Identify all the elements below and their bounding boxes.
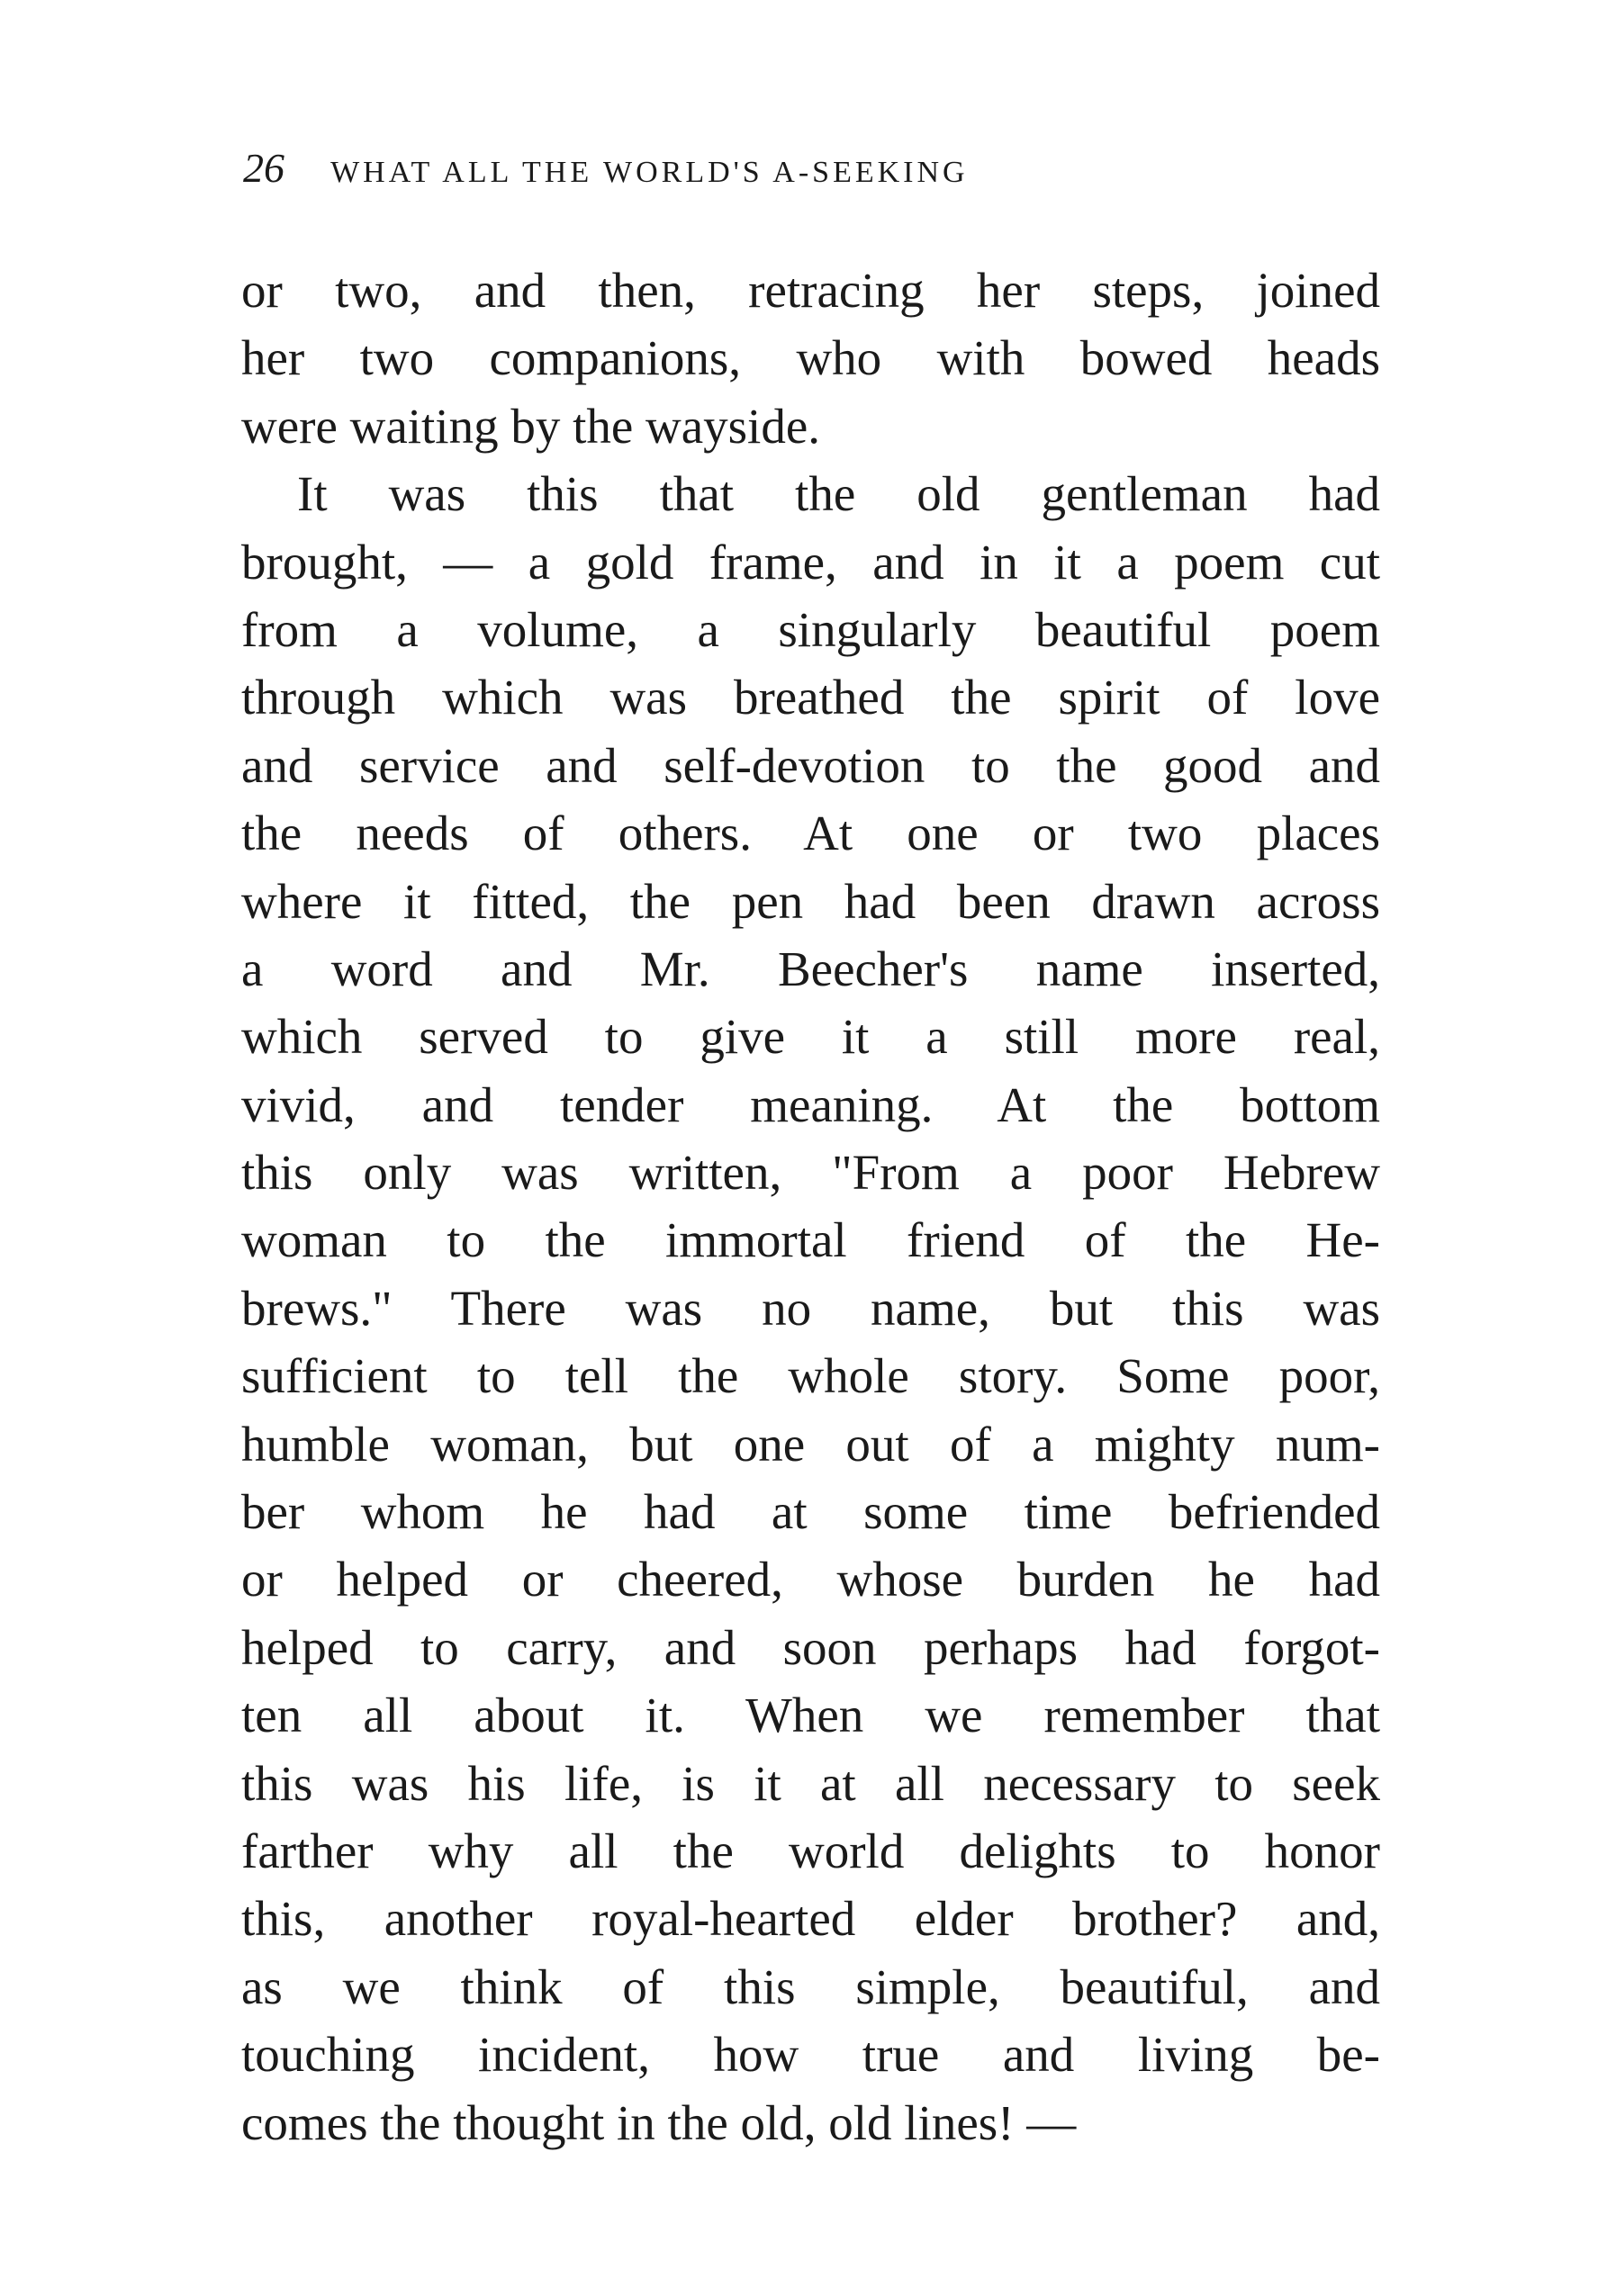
text-line: were waiting by the wayside.: [241, 398, 821, 454]
text-line: comes the thought in the old, old lines! —: [241, 2094, 1077, 2150]
text-line: through which was breathed the spirit of love: [241, 670, 1380, 725]
text-line: sufficient to tell the whole story. Some poor,: [241, 1348, 1380, 1404]
text-line: brews." There was no name, but this was: [241, 1280, 1380, 1336]
text-line: a word and Mr. Beecher's name inserted,: [241, 941, 1380, 996]
text-line: this only was written, "From a poor Hebrew: [241, 1145, 1380, 1201]
text-line: from a volume, a singularly beautiful poem: [241, 601, 1380, 657]
paragraph-first-line: It was this that the old gentleman had: [297, 466, 1380, 522]
text-line: woman to the immortal friend of the He-: [241, 1212, 1380, 1268]
running-head: [243, 144, 1395, 198]
running-title: WHAT ALL THE WORLD'S A-SEEKING: [330, 156, 969, 189]
text-line: brought, — a gold frame, and in it a poem cut: [241, 534, 1380, 590]
text-line: or two, and then, retracing her steps, joined: [241, 263, 1380, 318]
text-line: and service and self-devotion to the good and: [241, 737, 1380, 793]
text-line: or helped or cheered, whose burden he had: [241, 1552, 1380, 1607]
text-line: ber whom he had at some time befriended: [241, 1484, 1380, 1540]
text-line: touching incident, how true and living be-: [241, 2027, 1380, 2083]
text-line: her two companions, who with bowed heads: [241, 330, 1380, 386]
text-line: the needs of others. At one or two places: [241, 806, 1380, 861]
text-line: which served to give it a still more real,: [241, 1009, 1380, 1065]
page-number: 26: [243, 145, 284, 191]
body-text: [241, 257, 1380, 2156]
text-line: this was his life, is it at all necessary to seek: [241, 1755, 1380, 1811]
text-line: humble woman, but one out of a mighty num-: [241, 1416, 1380, 1472]
text-line: this, another royal-hearted elder brother? and,: [241, 1891, 1380, 1947]
text-line: vivid, and tender meaning. At the bottom: [241, 1076, 1380, 1132]
text-line: ten all about it. When we remember that: [241, 1688, 1380, 1743]
text-line: as we think of this simple, beautiful, and: [241, 1958, 1380, 2014]
text-line: farther why all the world delights to honor: [241, 1823, 1380, 1878]
text-line: helped to carry, and soon perhaps had forgot-: [241, 1619, 1380, 1675]
text-line: where it fitted, the pen had been drawn across: [241, 873, 1380, 929]
